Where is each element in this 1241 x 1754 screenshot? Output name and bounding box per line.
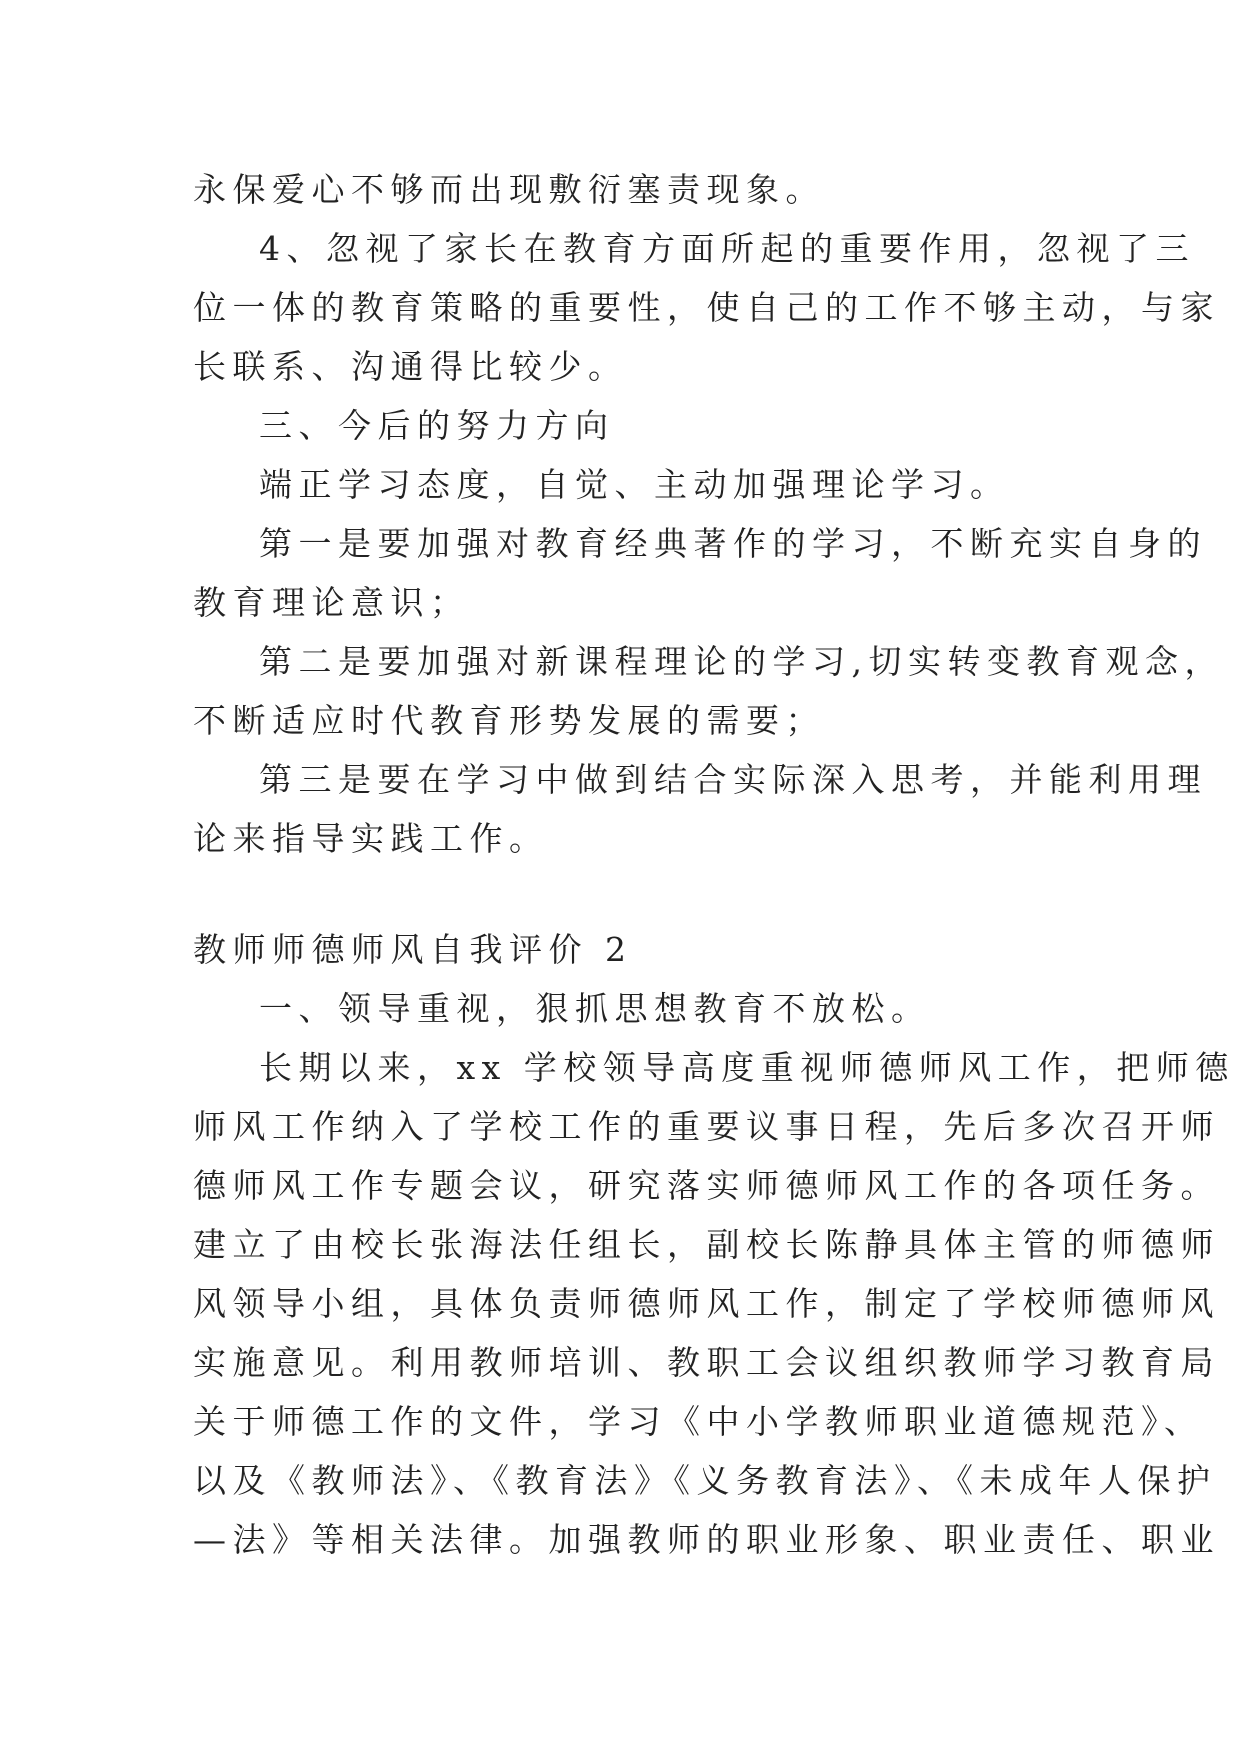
text-line: 位一体的教育策略的重要性，使自己的工作不够主动，与家 bbox=[193, 288, 1220, 327]
text-line: 师风工作纳入了学校工作的重要议事日程，先后多次召开师 bbox=[193, 1107, 1220, 1146]
text-line: 以及《教师法》、《教育法》《义务教育法》、《未成年人保护 bbox=[193, 1461, 1217, 1500]
section-heading: 三、今后的努力方向 bbox=[259, 406, 615, 445]
text-line: 永保爱心不够而出现敷衍塞责现象。 bbox=[193, 170, 825, 209]
text-line: 长联系、沟通得比较少。 bbox=[193, 347, 628, 386]
text-line: 不断适应时代教育形势发展的需要； bbox=[193, 701, 825, 740]
text-line: 实施意见。利用教师培训、教职工会议组织教师学习教育局 bbox=[193, 1343, 1220, 1382]
text-line: 德师风工作专题会议，研究落实师德师风工作的各项任务。 bbox=[193, 1166, 1220, 1205]
document-section-title: 教师师德师风自我评价 2 bbox=[193, 930, 633, 969]
text-line: 建立了由校长张海法任组长，副校长陈静具体主管的师德师 bbox=[193, 1225, 1220, 1264]
text-line: 论来指导实践工作。 bbox=[193, 819, 549, 858]
text-line: 教育理论意识； bbox=[193, 583, 470, 622]
section-spacer bbox=[193, 868, 1063, 920]
text-line: 第二是要加强对新课程理论的学习,切实转变教育观念， bbox=[259, 642, 1224, 681]
text-line: 4、忽视了家长在教育方面所起的重要作用，忽视了三 bbox=[259, 229, 1195, 268]
text-line: 长期以来，xx 学校领导高度重视师德师风工作，把师德 bbox=[259, 1048, 1235, 1087]
document-body bbox=[193, 160, 1235, 1569]
text-line: 第一是要加强对教育经典著作的学习，不断充实自身的 bbox=[259, 524, 1207, 563]
text-line: 第三是要在学习中做到结合实际深入思考，并能利用理 bbox=[259, 760, 1207, 799]
text-line: 关于师德工作的文件，学习《中小学教师职业道德规范》、 bbox=[193, 1402, 1204, 1441]
text-line: —法》等相关法律。加强教师的职业形象、职业责任、职业 bbox=[193, 1520, 1220, 1559]
text-line: 风领导小组，具体负责师德师风工作，制定了学校师德师风 bbox=[193, 1284, 1220, 1323]
text-line: 端正学习态度，自觉、主动加强理论学习。 bbox=[259, 465, 1010, 504]
section-heading: 一、领导重视，狠抓思想教育不放松。 bbox=[259, 989, 931, 1028]
